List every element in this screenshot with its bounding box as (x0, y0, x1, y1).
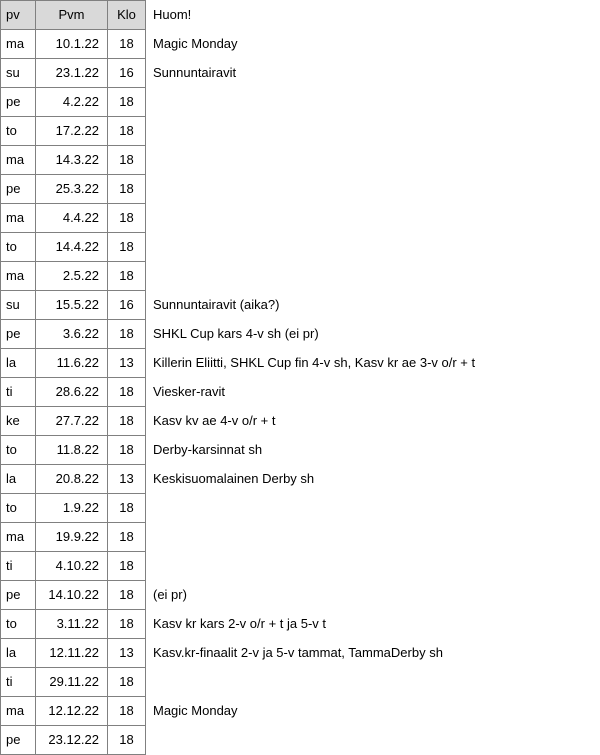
table-row (1, 494, 596, 523)
table-row (1, 204, 596, 233)
cell-huom (146, 668, 596, 697)
cell-huom (146, 262, 596, 291)
table-row (1, 30, 596, 59)
cell-huom (146, 175, 596, 204)
cell-huom: Viesker-ravit (146, 378, 596, 407)
cell-klo: 18 (108, 378, 146, 407)
column-header-pvm: Pvm (36, 1, 108, 30)
cell-klo: 18 (108, 552, 146, 581)
cell-klo: 16 (108, 291, 146, 320)
cell-huom: Kasv kv ae 4-v o/r + t (146, 407, 596, 436)
cell-pv: ti (1, 668, 36, 697)
cell-klo: 18 (108, 146, 146, 175)
cell-klo: 16 (108, 59, 146, 88)
cell-pv: ma (1, 262, 36, 291)
cell-klo: 18 (108, 175, 146, 204)
cell-pv: ma (1, 204, 36, 233)
table-row (1, 349, 596, 378)
cell-pvm: 19.9.22 (36, 523, 108, 552)
cell-pv: to (1, 117, 36, 146)
cell-pvm: 11.6.22 (36, 349, 108, 378)
cell-huom: Killerin Eliitti, SHKL Cup fin 4-v sh, Kasv kr ae 3-v o/r + t (146, 349, 596, 378)
table-row (1, 233, 596, 262)
table-row (1, 552, 596, 581)
cell-klo: 18 (108, 581, 146, 610)
cell-huom: Magic Monday (146, 697, 596, 726)
cell-pv: pe (1, 726, 36, 755)
cell-pvm: 14.3.22 (36, 146, 108, 175)
cell-huom: Magic Monday (146, 30, 596, 59)
cell-pv: to (1, 610, 36, 639)
cell-klo: 13 (108, 349, 146, 378)
cell-klo: 18 (108, 610, 146, 639)
cell-huom (146, 726, 596, 755)
cell-pv: ma (1, 523, 36, 552)
cell-pvm: 12.12.22 (36, 697, 108, 726)
table-row (1, 59, 596, 88)
table-row (1, 146, 596, 175)
cell-huom: Keskisuomalainen Derby sh (146, 465, 596, 494)
cell-klo: 18 (108, 407, 146, 436)
cell-huom (146, 523, 596, 552)
cell-pv: la (1, 639, 36, 668)
cell-pv: ma (1, 30, 36, 59)
cell-pvm: 12.11.22 (36, 639, 108, 668)
cell-klo: 18 (108, 30, 146, 59)
cell-pvm: 11.8.22 (36, 436, 108, 465)
table-row (1, 262, 596, 291)
table-row (1, 291, 596, 320)
cell-huom (146, 233, 596, 262)
table-row (1, 726, 596, 755)
cell-pvm: 27.7.22 (36, 407, 108, 436)
cell-pv: la (1, 465, 36, 494)
cell-huom (146, 88, 596, 117)
cell-pv: to (1, 233, 36, 262)
cell-huom: SHKL Cup kars 4-v sh (ei pr) (146, 320, 596, 349)
cell-pvm: 25.3.22 (36, 175, 108, 204)
table-row (1, 697, 596, 726)
cell-pv: su (1, 59, 36, 88)
table-row (1, 117, 596, 146)
cell-pvm: 3.6.22 (36, 320, 108, 349)
cell-pv: pe (1, 581, 36, 610)
cell-huom: Sunnuntairavit (146, 59, 596, 88)
header-row (1, 1, 596, 30)
cell-klo: 18 (108, 88, 146, 117)
cell-klo: 18 (108, 436, 146, 465)
cell-pv: ti (1, 378, 36, 407)
table-body (1, 30, 596, 755)
cell-pvm: 14.10.22 (36, 581, 108, 610)
cell-pvm: 3.11.22 (36, 610, 108, 639)
cell-klo: 18 (108, 262, 146, 291)
cell-klo: 18 (108, 320, 146, 349)
cell-pv: to (1, 436, 36, 465)
cell-klo: 18 (108, 494, 146, 523)
table-row (1, 378, 596, 407)
cell-pv: to (1, 494, 36, 523)
cell-pv: la (1, 349, 36, 378)
cell-huom (146, 146, 596, 175)
table-row (1, 465, 596, 494)
cell-pv: pe (1, 88, 36, 117)
cell-klo: 18 (108, 726, 146, 755)
cell-pvm: 4.10.22 (36, 552, 108, 581)
cell-klo: 18 (108, 204, 146, 233)
cell-pvm: 4.4.22 (36, 204, 108, 233)
cell-klo: 18 (108, 697, 146, 726)
cell-pvm: 2.5.22 (36, 262, 108, 291)
cell-huom: (ei pr) (146, 581, 596, 610)
table-row (1, 610, 596, 639)
cell-pvm: 1.9.22 (36, 494, 108, 523)
cell-pv: pe (1, 175, 36, 204)
cell-huom: Kasv kr kars 2-v o/r + t ja 5-v t (146, 610, 596, 639)
column-header-huom: Huom! (146, 1, 596, 30)
table-header (1, 1, 596, 30)
column-header-pv: pv (1, 1, 36, 30)
cell-pv: ti (1, 552, 36, 581)
cell-pvm: 23.12.22 (36, 726, 108, 755)
table-row (1, 436, 596, 465)
cell-pvm: 14.4.22 (36, 233, 108, 262)
table-row (1, 668, 596, 697)
table-row (1, 320, 596, 349)
cell-pv: pe (1, 320, 36, 349)
table-row (1, 88, 596, 117)
column-header-klo: Klo (108, 1, 146, 30)
cell-pvm: 29.11.22 (36, 668, 108, 697)
cell-huom (146, 117, 596, 146)
cell-pv: ke (1, 407, 36, 436)
table-row (1, 407, 596, 436)
cell-klo: 18 (108, 523, 146, 552)
table-row (1, 523, 596, 552)
cell-huom: Sunnuntairavit (aika?) (146, 291, 596, 320)
table-row (1, 175, 596, 204)
cell-huom: Derby-karsinnat sh (146, 436, 596, 465)
cell-pvm: 20.8.22 (36, 465, 108, 494)
cell-pv: ma (1, 697, 36, 726)
cell-klo: 18 (108, 668, 146, 697)
cell-pvm: 15.5.22 (36, 291, 108, 320)
cell-huom: Kasv.kr-finaalit 2-v ja 5-v tammat, TammaDerby sh (146, 639, 596, 668)
cell-pvm: 17.2.22 (36, 117, 108, 146)
cell-pv: su (1, 291, 36, 320)
cell-klo: 13 (108, 465, 146, 494)
cell-pvm: 10.1.22 (36, 30, 108, 59)
table-row (1, 581, 596, 610)
table-row (1, 639, 596, 668)
cell-klo: 18 (108, 233, 146, 262)
cell-pvm: 4.2.22 (36, 88, 108, 117)
cell-huom (146, 552, 596, 581)
cell-klo: 13 (108, 639, 146, 668)
cell-huom (146, 494, 596, 523)
cell-pvm: 23.1.22 (36, 59, 108, 88)
cell-pvm: 28.6.22 (36, 378, 108, 407)
cell-huom (146, 204, 596, 233)
cell-klo: 18 (108, 117, 146, 146)
cell-pv: ma (1, 146, 36, 175)
